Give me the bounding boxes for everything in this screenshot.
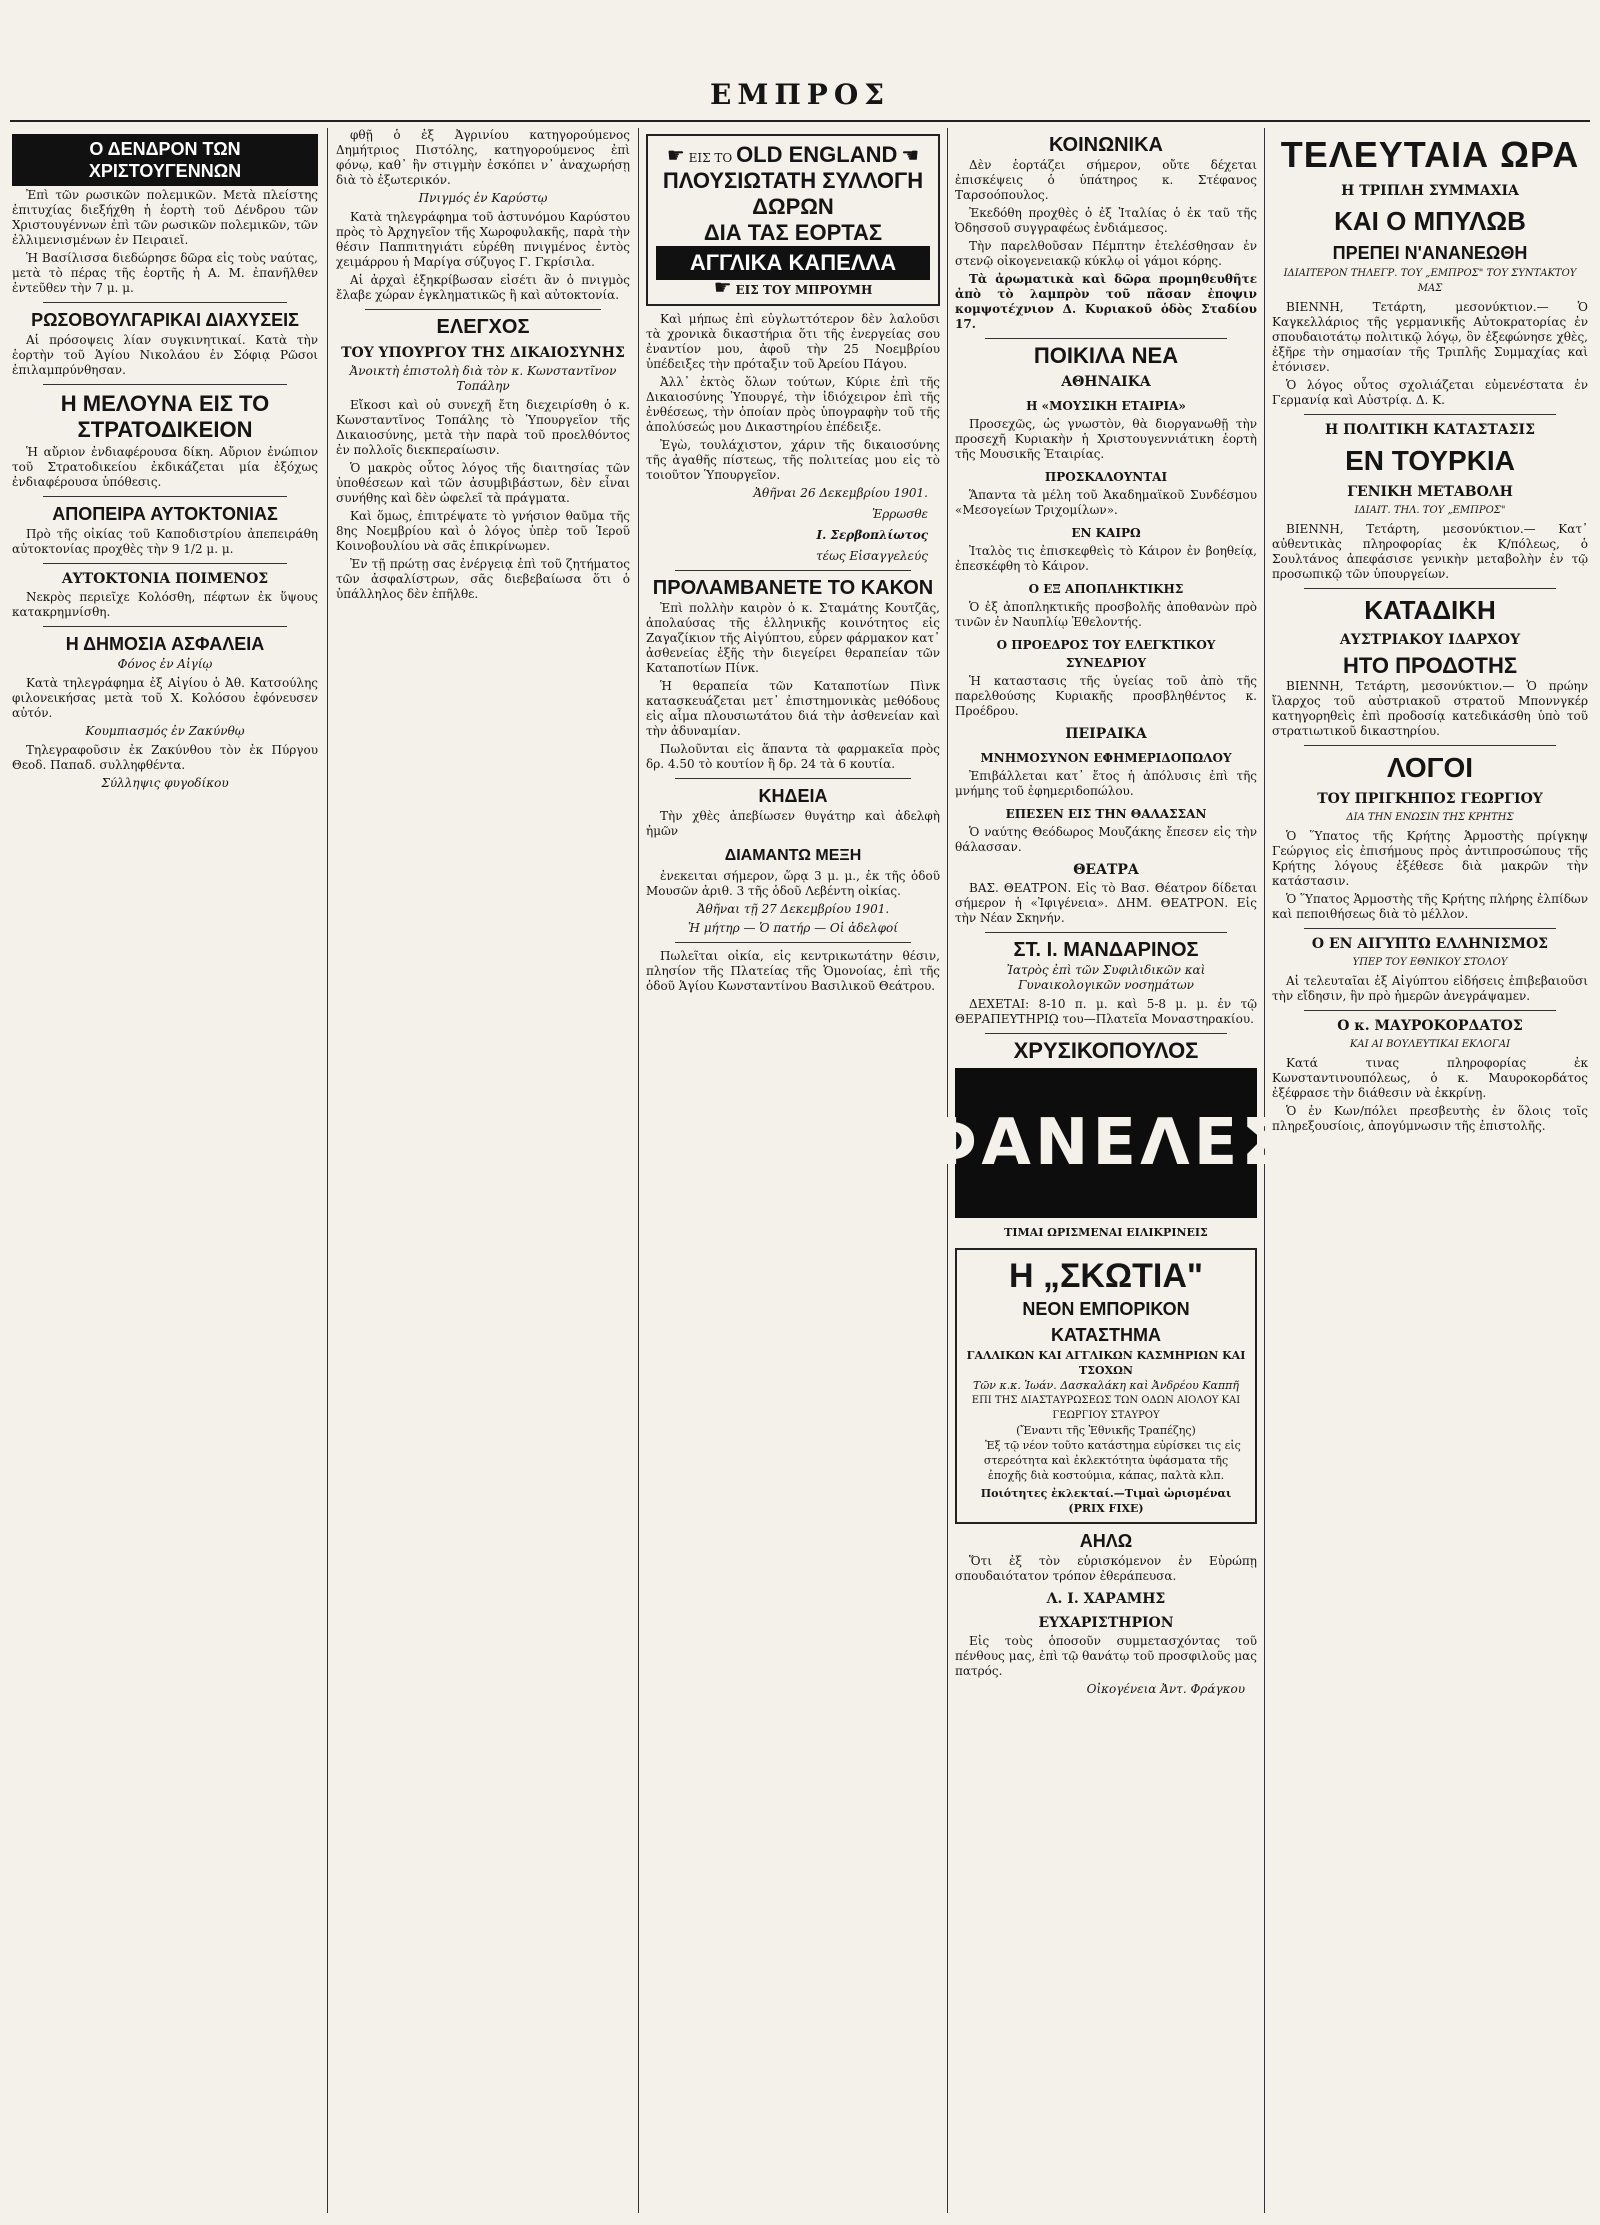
- subheadline: ΑΘΗΝΑΙΚΑ: [1061, 374, 1151, 390]
- headline: ΠΡΕΠΕΙ Ν'ΑΝΑΝΕΩΘΗ: [1332, 243, 1528, 263]
- skotia-ad: [955, 1248, 1257, 1524]
- headline: ΑΠΟΠΕΙΡΑ ΑΥΤΟΚΤΟΝΙΑΣ: [52, 504, 278, 524]
- subheadline: ΘΕΑΤΡΑ: [1073, 862, 1139, 878]
- paragraph: Ὁ ναύτης Θεόδωρος Μουζάκης ἔπεσεν εἰς τὴν θάλασσαν.: [955, 825, 1257, 854]
- paragraph: φθῇ ὁ ἐξ Ἀγρινίου κατηγορούμενος Δημήτριος Πιστόλης, κατηγορούμενος ἐπὶ φόνῳ, καθ᾽ ἣν στιγμὴν ἐσκόπει ν᾽ ἀναχωρήσῃ διὰ τὸ ἐξωτερικόν.: [336, 128, 630, 187]
- headline: Ο ΔΕΝΔΡΟΝ ΤΩΝ ΧΡΙΣΤΟΥΓΕΝΝΩΝ: [12, 134, 318, 186]
- column-2: [336, 128, 630, 2213]
- headline: ΚΑΙ Ο ΜΠΥΛΩΒ: [1334, 206, 1526, 236]
- subheadline: Σύλληψις φυγοδίκου: [101, 776, 229, 790]
- paragraph: Καὶ μήπως ἐπὶ εὐγλωττότερον δὲν λαλοῦσι τὰ χρονικὰ δικαστήρια ὅτι τῆς ἐνεργείας σου ἐναντίον μου, ἀφοῦ τὴν 25 Νοεμβρίου ὑπέδειξες τὴν πρόταξιν τοῦ Ἀρείου Πάγου.: [646, 312, 940, 371]
- signature: Ι. Σερβοπλίωτος: [816, 528, 928, 542]
- subheadline: Κουμπιασμός ἐν Ζακύνθῳ: [85, 724, 245, 738]
- column-rule: [327, 128, 328, 2213]
- subheadline: ΕΠΕΣΕΝ ΕΙΣ ΤΗΝ ΘΑΛΑΣΣΑΝ: [1005, 807, 1207, 821]
- subheadline: ΙΔΙΑΙΤΕΡΟΝ ΤΗΛΕΓΡ. ΤΟΥ „ΕΜΠΡΟΣ" ΤΟΥ ΣΥΝΤΑΚΤΟΥ ΜΑΣ: [1283, 268, 1577, 294]
- headline: ΚΟΙΝΩΝΙΚΑ: [1048, 134, 1163, 156]
- divider: [985, 338, 1227, 339]
- paragraph: Αἱ πρόσοψεις λίαν συγκινητικαί. Κατὰ τὴν ἑορτὴν τοῦ Ἁγίου Νικολάου ἐν Σόφιᾳ Ρῶσοι ἐπιλαμπρύνθησαν.: [12, 333, 318, 377]
- subheadline: Η ΤΡΙΠΛΗ ΣΥΜΜΑΧΙΑ: [1341, 183, 1519, 199]
- divider: [43, 302, 288, 303]
- subheadline: ΠΡΟΣΚΑΛΟΥΝΤΑΙ: [1044, 470, 1168, 484]
- divider: [675, 778, 910, 779]
- signature: Ἐρρωσθε: [872, 507, 928, 521]
- ad-line: Τῶν κ.κ. Ἰωάν. Δασκαλάκη καὶ Ἀνδρέου Καππῆ: [972, 1379, 1239, 1392]
- paragraph: Τηλεγραφοῦσιν ἐκ Ζακύνθου τὸν ἐκ Πύργου Θεοδ. Παπαδ. συλληφθέντα.: [12, 743, 318, 772]
- paragraph: Τὴν παρελθοῦσαν Πέμπτην ἐτελέσθησαν ἐν στενῷ οἰκογενειακῷ κύκλῳ οἱ γάμοι κόρης.: [955, 239, 1257, 268]
- headline: ΕΛΕΓΧΟΣ: [436, 316, 530, 338]
- paragraph: Πωλεῖται οἰκία, εἰς κεντρικωτάτην θέσιν, πλησίον τῆς Πλατείας τῆς Ὁμονοίας, ἐπὶ τῆς ὁδοῦ Ἁγίου Κωνσταντίνου Βασιλικοῦ Θεάτρου.: [646, 949, 940, 993]
- subheadline: Ο ΕΞ ΑΠΟΠΛΗΚΤΙΚΗΣ: [1028, 582, 1184, 596]
- paragraph: Ἡ θεραπεία τῶν Καταποτίων Πὶνκ κατασκευάζεται μετ᾽ ἐπιστημονικὰς μεθόδους εἰς αἷμα πλουσιωτάτου διά τὴν ἀσθενείαν καὶ τὴν ἀδυναμίαν.: [646, 679, 940, 738]
- subheadline: Ἰατρὸς ἐπὶ τῶν Συφιλιδικῶν καὶ Γυναικολογικῶν νοσημάτων: [1006, 963, 1206, 992]
- subheadline: Η «ΜΟΥΣΙΚΗ ΕΤΑΙΡΙΑ»: [1026, 399, 1186, 413]
- paragraph: Αἱ τελευταῖαι ἐξ Αἰγύπτου εἰδήσεις ἐπιβεβαιοῦσι τὴν εἴδησιν, ἣν πρὸ ἡμερῶν ἀνεγράψαμεν.: [1272, 974, 1588, 1003]
- ad-text: ΕΙΣ ΤΟ: [688, 151, 733, 165]
- paragraph: Τὴν χθὲς ἀπεβίωσεν θυγάτηρ καὶ ἀδελφὴ ἡμῶν: [646, 809, 940, 838]
- subheadline: ΠΕΙΡΑΙΚΑ: [1065, 726, 1147, 742]
- headline: ΚΑΤΑΔΙΚΗ: [1364, 595, 1496, 625]
- ad-line: ΠΛΟΥΣΙΩΤΑΤΗ ΣΥΛΛΟΓΗ ΔΩΡΩΝ: [662, 168, 924, 219]
- paragraph: ΒΙΕΝΝΗ, Τετάρτη, μεσονύκτιον.— Κατ᾽ αὐθεντικὰς πληροφορίας ἐκ Κ/πόλεως, ὁ Σουλτάνος ἀπεφάσισε γενικὴν μεταβολὴν ἐν τῷ προσωπικῷ τῶν ὑπουργείων.: [1272, 522, 1588, 581]
- divider: [365, 309, 600, 310]
- paragraph: Ἐγὼ, τουλάχιστον, χάριν τῆς δικαιοσύνης τῆς ἀγαθῆς πίστεως, τῆς πολιτείας μου εἰς τὸ τοιοῦτον Ὑπουργεῖον.: [646, 438, 940, 482]
- column-5: [1272, 128, 1588, 2213]
- ad-line: ΔΙΑ ΤΑΣ ΕΟΡΤΑΣ: [703, 220, 883, 245]
- paragraph: Ἐν τῇ πρώτῃ σας ἐνέργειᾳ ἐπὶ τοῦ ζητήματος τῶν ἀσφαλίστρων, σᾶς διεβεβαίωσα ὅτι ὁ ὑπάλληλος δὲν ἐπῆλθε.: [336, 557, 630, 601]
- date: Ἀθῆναι τῇ 27 Δεκεμβρίου 1901.: [696, 902, 890, 916]
- divider: [675, 942, 910, 943]
- ad-title: OLD ENGLAND: [736, 142, 898, 167]
- divider: [985, 932, 1227, 933]
- paragraph: Ὁ Ὕπατος Ἁρμοστὴς τῆς Κρήτης πλήρης ἐλπίδων καὶ πεποιθήσεως διὰ τὸ μέλλον.: [1272, 892, 1588, 921]
- headline: ΗΤΟ ΠΡΟΔΟΤΗΣ: [1342, 653, 1518, 678]
- subheadline: ΓΕΝΙΚΗ ΜΕΤΑΒΟΛΗ: [1347, 484, 1513, 500]
- ad-line: ΓΑΛΛΙΚΩΝ ΚΑΙ ΑΓΓΛΙΚΩΝ ΚΑΣΜΗΡΙΩΝ ΚΑΙ ΤΣΟΧΩΝ: [966, 1349, 1246, 1377]
- paragraph: Ἡ Βασίλισσα διεδώρησε δῶρα εἰς τοὺς ναύτας, μετὰ τὸ πέρας τῆς ἑορτῆς ἡ Α. Μ. ἐπανῆλθεν ἐντεῦθεν τὴν 7 μ. μ.: [12, 251, 318, 295]
- headline: ΤΕΛΕΥΤΑΙΑ ΩΡΑ: [1280, 134, 1580, 175]
- paragraph: Ἡ αὔριον ἐνδιαφέρουσα δίκη. Αὔριον ἐνώπιον τοῦ Στρατοδικείου ἐκδικάζεται μία ἐξόχως ἐνδιαφέρουσα ὑπόθεσις.: [12, 445, 318, 489]
- divider: [1304, 1010, 1557, 1011]
- subheadline: ΤΟΥ ΠΡΙΓΚΗΠΟΣ ΓΕΩΡΓΙΟΥ: [1317, 791, 1543, 807]
- headline: ΛΟΓΟΙ: [1386, 752, 1474, 783]
- subheadline: Φόνος ἐν Αἰγίῳ: [117, 657, 213, 671]
- top-rule: [10, 120, 1590, 122]
- paragraph: Ὁ ἐν Κων/πόλει πρεσβευτὴς ἐν ὅλοις τοῖς πληρεξουσίοις, ἀπογύμνωσιν τῆς ἐπιστολῆς.: [1272, 1104, 1588, 1133]
- paragraph: Εἰς τοὺς ὁποσοῦν συμμετασχόντας τοῦ πένθους μας, ἐπὶ τῷ θανάτῳ τοῦ προσφιλοῦς μας πατρός.: [955, 1634, 1257, 1678]
- headline: ΠΡΟΛΑΜΒΑΝΕΤΕ ΤΟ ΚΑΚΟΝ: [652, 577, 934, 599]
- paragraph: Ἰταλὸς τις ἐπισκεφθεὶς τὸ Κάιρον ἐν βοηθείᾳ, ἐπεσκέφθη τὸ Κάιρον.: [955, 544, 1257, 573]
- column-1: [12, 128, 318, 2213]
- paragraph: Ἐπιβάλλεται κατ᾽ ἔτος ἡ ἀπόλυσις ἐπὶ τῆς μνήμης τοῦ ἐφημεριδοπώλου.: [955, 769, 1257, 798]
- pointing-hand-icon: ☚: [901, 143, 920, 167]
- paragraph: Ὁ Ὕπατος τῆς Κρήτης Ἁρμοστὴς πρίγκηψ Γεώργιος εἰς ἐπισήμους πρὸς ἀντιπροσώπους τῆς Κρήτης λόγους ἐξέθεσε διὰ μακρῶν τὴν κατάστασιν.: [1272, 829, 1588, 888]
- paragraph: Τὰ ἀρωματικὰ καὶ δῶρα προμηθευθῆτε ἀπὸ τὸ λαμπρὸν τοῦ πᾶσαν ἐποψιν κομψοτέχνιον Δ. Κυριακοῦ ὁδὸς Σταδίου 17.: [955, 272, 1257, 331]
- paragraph: Ὅτι ἐξ τὸν εὑρισκόμενον ἐν Εὐρώπῃ σπουδαιότατον τρόπον ἐθεράπευσα.: [955, 1554, 1257, 1583]
- paragraph: Ὁ μακρὸς οὗτος λόγος τῆς διαιτησίας τῶν ὑποθέσεων καὶ τῶν ἀσυμβιβάστων, δὲν εἶναι συνήθης καὶ δὲν ὠφελεῖ τὰ πράγματα.: [336, 461, 630, 505]
- pointing-hand-icon: ☛: [713, 275, 732, 299]
- subheadline: ΕΝ ΚΑΙΡΩ: [1071, 526, 1141, 540]
- paragraph: ΒΙΕΝΝΗ, Τετάρτη, μεσονύκτιον.— Ὁ πρώην ἴλαρχος τοῦ αὐστριακοῦ στρατοῦ Μποννγκέρ κατηγορηθεὶς ἐπὶ προδοσίᾳ κατεδικάσθη ὑπὸ τοῦ στρατιωτικοῦ δικαστηρίου.: [1272, 679, 1588, 738]
- headline: ΚΗΔΕΙΑ: [758, 786, 828, 806]
- subheadline: ΚΑΙ ΑΙ ΒΟΥΛΕΥΤΙΚΑΙ ΕΚΛΟΓΑΙ: [1349, 1039, 1511, 1050]
- paragraph: ΔΕΧΕΤΑΙ: 8-10 π. μ. καὶ 5-8 μ. μ. ἐν τῷ ΘΕΡΑΠΕΥΤΗΡΙῼ του—Πλατεῖα Μοναστηρακίου.: [955, 997, 1257, 1026]
- family-signatures: Ἡ μήτηρ — Ὁ πατήρ — Οἱ ἀδελφοί: [688, 921, 898, 935]
- column-rule: [638, 128, 639, 2213]
- paragraph: ἐνεκειται σήμερον, ὥρᾳ 3 μ. μ., ἐκ τῆς ὁδοῦ Μουσῶν ἀριθ. 3 τῆς ὁδοῦ Λεβέντη οἰκίας.: [646, 869, 940, 898]
- paragraph: Ὁ λόγος οὗτος σχολιάζεται εὐμενέστατα ἐν Γερμανίᾳ καὶ Αὐστρίᾳ. Δ. Κ.: [1272, 378, 1588, 407]
- date: Ἀθῆναι 26 Δεκεμβρίου 1901.: [753, 486, 928, 500]
- divider: [1304, 928, 1557, 929]
- old-england-ad: [646, 134, 940, 306]
- subheadline: ΕΥΧΑΡΙΣΤΗΡΙΟΝ: [1038, 1615, 1174, 1631]
- subheadline: ΥΠΕΡ ΤΟΥ ΕΘΝΙΚΟΥ ΣΤΟΛΟΥ: [1352, 957, 1508, 968]
- column-4: [922, 128, 1290, 2213]
- fanelles-logo: [922, 1068, 1290, 1218]
- paragraph: Νεκρὸς περιεῖχε Κολόσθη, πέφτων ἐκ ὕψους κατακρημνίσθη.: [12, 590, 318, 619]
- signature: Οἰκογένεια Ἀντ. Φράγκου: [1086, 1682, 1245, 1696]
- paragraph: Προσεχῶς, ὡς γνωστὸν, θὰ διοργανωθῇ τὴν προσεχῆ Κυριακὴν ἡ Χριστουγεννιάτικη ἑορτὴ τῆς Μουσικῆς Ἑταιρίας.: [955, 417, 1257, 461]
- divider: [43, 626, 288, 627]
- paragraph: Ἀλλ᾽ ἐκτὸς ὅλων τούτων, Κύριε ἐπὶ τῆς Δικαιοσύνης Ὑπουργέ, τὴν ἰδιόχειρον ἐπὶ τῆς ἐνθέσεως, τὴν ὁποίαν πρὸς ὑπογραφὴν τοῦ τῆς ἀπολύσεώς μου Δικαστηρίου ἐπέδειξε.: [646, 375, 940, 434]
- paragraph: Δὲν ἑορτάζει σήμερον, οὔτε δέχεται ἐπισκέψεις ὁ ὑπάτηρος κ. Στέφανος Ταρσοόπουλος.: [955, 158, 1257, 202]
- divider: [675, 570, 910, 571]
- paragraph: Αἱ ἀρχαὶ ἐξηκρίβωσαν εἰσέτι ἂν ὁ πνιγμὸς ἔλαβε χώραν ἐγκληματικῶς ἢ καὶ αὐτοκτονία.: [336, 273, 630, 302]
- divider: [985, 1033, 1227, 1034]
- headline: ΧΡΥΣΙΚΟΠΟΥΛΟΣ: [1013, 1038, 1199, 1063]
- subheadline: ΑΥΣΤΡΙΑΚΟΥ ΙΔΑΡΧΟΥ: [1339, 632, 1521, 648]
- paragraph: Εἴκοσι καὶ οὐ συνεχῆ ἔτη διεχειρίσθη ὁ κ. Κωνσταντῖνος Τοπάλης τὸ Ὑπουργεῖον τῆς Δικαιοσύνης, μετὰ τὴν παρὰ τοῦ προελθόντος ἐν πολλοῖς διεκπεραίωσιν.: [336, 398, 630, 457]
- subheadline: ΜΝΗΜΟΣΥΝΟΝ ΕΦΗΜΕΡΙΔΟΠΩΛΟΥ: [980, 751, 1232, 765]
- paragraph: Κατά τινας πληροφορίας ἐκ Κωνσταντινουπόλεως, ὁ κ. Μαυροκορδάτος ἐξέφρασε τὴν διάθεσιν νὰ ἐκκρίνῃ.: [1272, 1056, 1588, 1100]
- headline: ΕΝ ΤΟΥΡΚΙΑ: [1345, 445, 1515, 476]
- subheadline: Πνιγμός ἐν Καρύστῳ: [418, 191, 548, 205]
- ad-line: ΕΙΣ ΤΟΥ ΜΠΡΟΥΜΗ: [735, 283, 873, 297]
- ad-line: Ποιότητες ἐκλεκταί.—Τιμαὶ ὡρισμέναι (PRIX FIXE): [980, 1487, 1232, 1515]
- paragraph: Καὶ ὅμως, ἐπιτρέψατε τὸ γνήσιον θαῦμα τῆς 8ης Νοεμβρίου καὶ ὁ λόγος ὑπὲρ τοῦ Ἱεροῦ Κοινοβουλίου νὰ σᾶς ἐπικρίνωμεν.: [336, 509, 630, 553]
- paragraph: Πρὸ τῆς οἰκίας τοῦ Καποδιστρίου ἀπεπειράθη αὐτοκτονίας προχθὲς τὴν 9 1/2 μ. μ.: [12, 527, 318, 556]
- paragraph: ΒΑΣ. ΘΕΑΤΡΟΝ. Εἰς τὸ Βασ. Θέατρον δίδεται σήμερον ἡ «Ἰφιγένεια». ΔΗΜ. ΘΕΑΤΡΟΝ. Εἰς τὴν Νέαν Σκηνήν.: [955, 881, 1257, 925]
- deceased-name: ΔΙΑΜΑΝΤΩ ΜΕΞΗ: [724, 847, 862, 864]
- paragraph: Ἐπὶ τῶν ρωσικῶν πολεμικῶν. Μετὰ πλείστης ἐπιτυχίας διεξήχθη ἡ ἑορτὴ τοῦ Δένδρου τῶν Χριστουγέννων ἐπὶ τῶν ρωσικῶν πολεμικῶν, τῶν ἐλλιμενισμένων ἐν Πειραιεῖ.: [12, 188, 318, 247]
- masthead: ΕΜΠΡΟΣ: [709, 78, 891, 111]
- column-3: [646, 128, 940, 2213]
- paragraph: ΒΙΕΝΝΗ, Τετάρτη, μεσονύκτιον.— Ὁ Καγκελλάριος τῆς γερμανικῆς Αὐτοκρατορίας ἐν σπουδαιοτάτῳ πολιτικῷ λόγῳ, ὃν ἐξεφώνησε χθὲς, ἐξῆρε τὴν σημασίαν τῆς Τριπλῆς Συμμαχίας καὶ ἐτόνισεν.: [1272, 300, 1588, 374]
- headline: Η ΜΕΛΟΥΝΑ ΕΙΣ ΤΟ ΣΤΡΑΤΟΔΙΚΕΙΟΝ: [60, 391, 270, 442]
- subheadline: ΤΟΥ ΥΠΟΥΡΓΟΥ ΤΗΣ ΔΙΚΑΙΟΣΥΝΗΣ: [341, 345, 625, 361]
- subheadline: Ο ΕΝ ΑΙΓΥΠΤΩ ΕΛΛΗΝΙΣΜΟΣ: [1311, 936, 1549, 952]
- ad-title: Η „ΣΚΩΤΙΑ": [1008, 1257, 1204, 1295]
- divider: [43, 384, 288, 385]
- paragraph: Πωλοῦνται εἰς ἅπαντα τὰ φαρμακεῖα πρὸς δρ. 4.50 τὸ κουτίον ἢ δρ. 24 τὰ 6 κουτία.: [646, 742, 940, 771]
- divider: [43, 496, 288, 497]
- ad-line: ΕΠΙ ΤΗΣ ΔΙΑΣΤΑΥΡΩΣΕΩΣ ΤΩΝ ΟΔΩΝ ΑΙΟΛΟΥ ΚΑΙ ΓΕΩΡΓΙΟΥ ΣΤΑΥΡΟΥ: [971, 1395, 1241, 1421]
- divider: [1304, 414, 1557, 415]
- paragraph: Ἅπαντα τὰ μέλη τοῦ Ἀκαδημαϊκοῦ Συνδέσμου «Μεσογείων Τριχομίλων».: [955, 488, 1257, 517]
- subheadline: Η ΠΟΛΙΤΙΚΗ ΚΑΤΑΣΤΑΣΙΣ: [1325, 422, 1535, 438]
- headline: ΡΩΣΟΒΟΥΛΓΑΡΙΚΑΙ ΔΙΑΧΥΣΕΙΣ: [31, 310, 299, 330]
- headline: ΣΤ. Ι. ΜΑΝΔΑΡΙΝΟΣ: [1013, 939, 1199, 961]
- ad-line: (Ἔναντι τῆς Ἐθνικῆς Τραπέζης): [1016, 1424, 1196, 1437]
- divider: [1304, 745, 1557, 746]
- subheadline: ΔΙΑ ΤΗΝ ΕΝΩΣΙΝ ΤΗΣ ΚΡΗΤΗΣ: [1346, 812, 1514, 823]
- paragraph: Κατὰ τηλεγράφημα τοῦ ἀστυνόμου Καρύστου πρὸς τὸ Ἀρχηγεῖον τῆς Χωροφυλακῆς, παρὰ τὴν θέσιν Παππιτηγιάτι εὑρέθη πνιγμένος ἐντὸς χειμάρρου ἡ Μαρίγα σύζυγος Γ. Γκρίσιλα.: [336, 210, 630, 269]
- paragraph: Ἐκεδόθη προχθὲς ὁ ἐξ Ἰταλίας ὁ ἐκ ταῦ τῆς Ὀδησσοῦ συγγραφέως ἐνδιάμεσος.: [955, 206, 1257, 235]
- headline: ΠΟΙΚΙΛΑ ΝΕΑ: [1033, 343, 1179, 368]
- paragraph: Ἐπὶ πολλὴν καιρὸν ὁ κ. Σταμάτης Κουτζᾶς, ἀπολαύσας τῆς ἑλληνικῆς κοινότητος εἰς Ζαγαζίκιον τῆς Αἰγύπτου, εὗρεν φάρμακον κατ᾽ ἀσθενείας ἐξῆς τὴν διεγείρει θεραπείαν τῶν Καταποτίων Πίνκ.: [646, 601, 940, 675]
- tagline: ΤΙΜΑΙ ΩΡΙΣΜΕΝΑΙ ΕΙΛΙΚΡΙΝΕΙΣ: [1004, 1226, 1208, 1239]
- headline: ΑΥΤΟΚΤΟΝΙΑ ΠΟΙΜΕΝΟΣ: [61, 571, 269, 587]
- ad-line: ΝΕΟΝ ΕΜΠΟΡΙΚΟΝ ΚΑΤΑΣΤΗΜΑ: [1022, 1299, 1190, 1345]
- ad-line: ΑΓΓΛΙΚΑ ΚΑΠΕΛΛΑ: [656, 246, 930, 280]
- paragraph: Ἡ καταστασις τῆς ὑγείας τοῦ ἀπὸ τῆς παρελθούσης Κυριακῆς προσβληθέντος κ. Προέδρου.: [955, 674, 1257, 718]
- paragraph: Κατὰ τηλεγράφημα ἐξ Αἰγίου ὁ Ἀθ. Κατσούλης φιλονεικήσας μετὰ τοῦ Χ. Κολόσου ἐφόνευσεν αὐτόν.: [12, 676, 318, 720]
- signature: τέως Εἰσαγγελεύς: [815, 549, 928, 563]
- subheadline: Ἀνοικτὴ ἐπιστολὴ διὰ τὸν κ. Κωνσταντῖνον Τοπάλην: [349, 364, 617, 393]
- divider: [1304, 588, 1557, 589]
- signature: Λ. Ι. ΧΑΡΑΜΗΣ: [1046, 1591, 1166, 1607]
- logo-text: ΦΑΝΕΛΕΣ: [922, 1105, 1290, 1180]
- subheadline: Ο κ. ΜΑΥΡΟΚΟΡΔΑΤΟΣ: [1337, 1018, 1523, 1034]
- paragraph: Ὁ ἐξ ἀποπληκτικῆς προσβολῆς ἀποθανὼν πρὸ τινῶν ἐν Ναυπλίῳ Ἐθελοντής.: [955, 600, 1257, 629]
- divider: [43, 563, 288, 564]
- pointing-hand-icon: ☛: [666, 143, 685, 167]
- headline: Η ΔΗΜΟΣΙΑ ΑΣΦΑΛΕΙΑ: [65, 634, 265, 654]
- subheadline: Ο ΠΡΟΕΔΡΟΣ ΤΟΥ ΕΛΕΓΚΤΙΚΟΥ ΣΥΝΕΔΡΙΟΥ: [996, 638, 1216, 670]
- paragraph: Ἐξ τῷ νέον τοῦτο κατάστημα εὑρίσκει τις εἰς στερεότητα καὶ ἐκλεκτότητα ὑφάσματα τῆς ἐποχῆς διὰ κοστούμια, κάπας, παλτὰ κλπ.: [983, 1439, 1241, 1482]
- subheadline: ΙΔΙΑΙΤ. ΤΗΛ. ΤΟΥ „ΕΜΠΡΟΣ": [1354, 505, 1506, 516]
- headline: ΑΗΛΩ: [1079, 1531, 1133, 1551]
